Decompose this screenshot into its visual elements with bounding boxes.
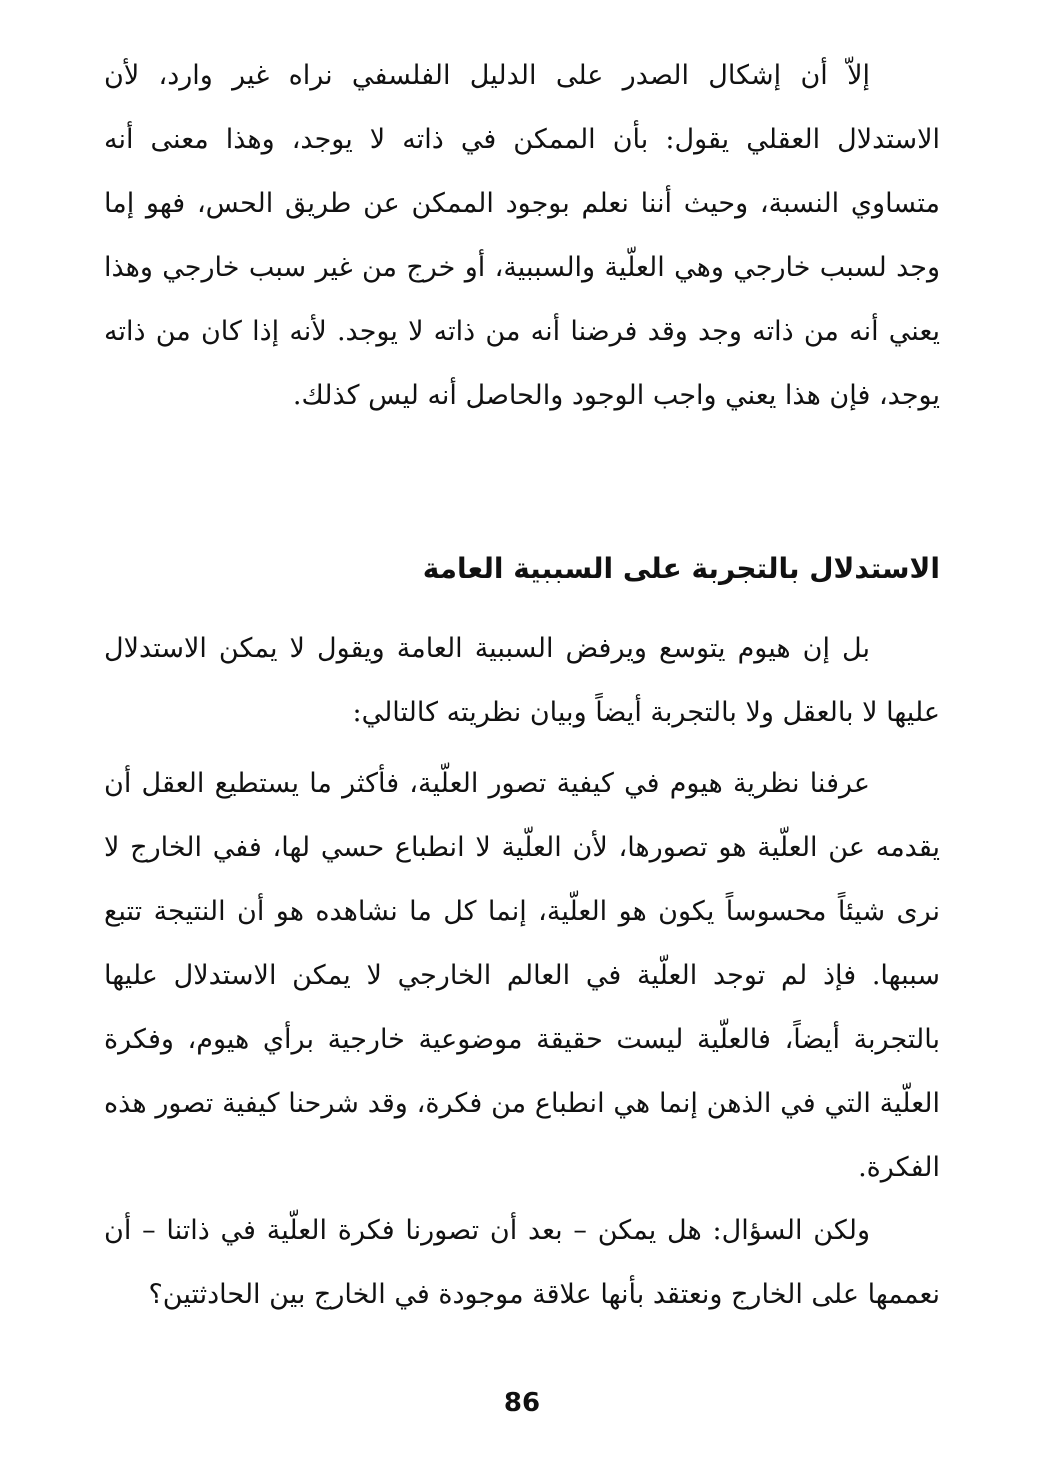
page-number: 86 (503, 1388, 541, 1418)
section-heading: الاستدلال بالتجربة على السببية العامة (422, 552, 940, 585)
paragraph-1: إلاّ أن إشكال الصدر على الدليل الفلسفي نراه غير وارد، لأن الاستدلال العقلي يقول: بأن الممكن في ذاته لا يوجد، وهذا معنى أنه متساوي النسبة، وحيث أننا نعلم بوجود الممكن عن طريق الحس، فهو إما وجد لسبب خارجي وهي العلّية والسببية، أو خرج من غير سبب خارجي وهذا يعني أنه من ذاته وجد وقد فرضنا أنه من ذاته لا يوجد. لأنه إذا كان من ذاته يوجد، فإن هذا يعني واجب الوجود والحاصل أنه ليس كذلك. (104, 60, 940, 411)
book-page (104, 44, 940, 1467)
paragraph-4: ولكن السؤال: هل يمكن – بعد أن تصورنا فكرة العلّية في ذاتنا – أن نعممها على الخارج ونعتقد بأنها علاقة موجودة في الخارج بين الحادثتين؟ (104, 1215, 940, 1310)
paragraph-3: عرفنا نظرية هيوم في كيفية تصور العلّية، فأكثر ما يستطيع العقل أن يقدمه عن العلّية هو تصورها، لأن العلّية لا انطباع حسي لها، ففي الخارج لا نرى شيئاً محسوساً يكون هو العلّية، إنما كل ما نشاهده هو أن النتيجة تتبع سببها. فإذ لم توجد العلّية في العالم الخارجي لا يمكن الاستدلال عليها بالتجربة أيضاً، فالعلّية ليست حقيقة موضوعية خارجية برأي هيوم، وفكرة العلّية التي في الذهن إنما هي انطباع من فكرة، وقد شرحنا كيفية تصور هذه الفكرة. (104, 768, 940, 1183)
paragraph-2: بل إن هيوم يتوسع ويرفض السببية العامة ويقول لا يمكن الاستدلال عليها لا بالعقل ولا بالتجربة أيضاً وبيان نظريته كالتالي: (104, 633, 940, 728)
